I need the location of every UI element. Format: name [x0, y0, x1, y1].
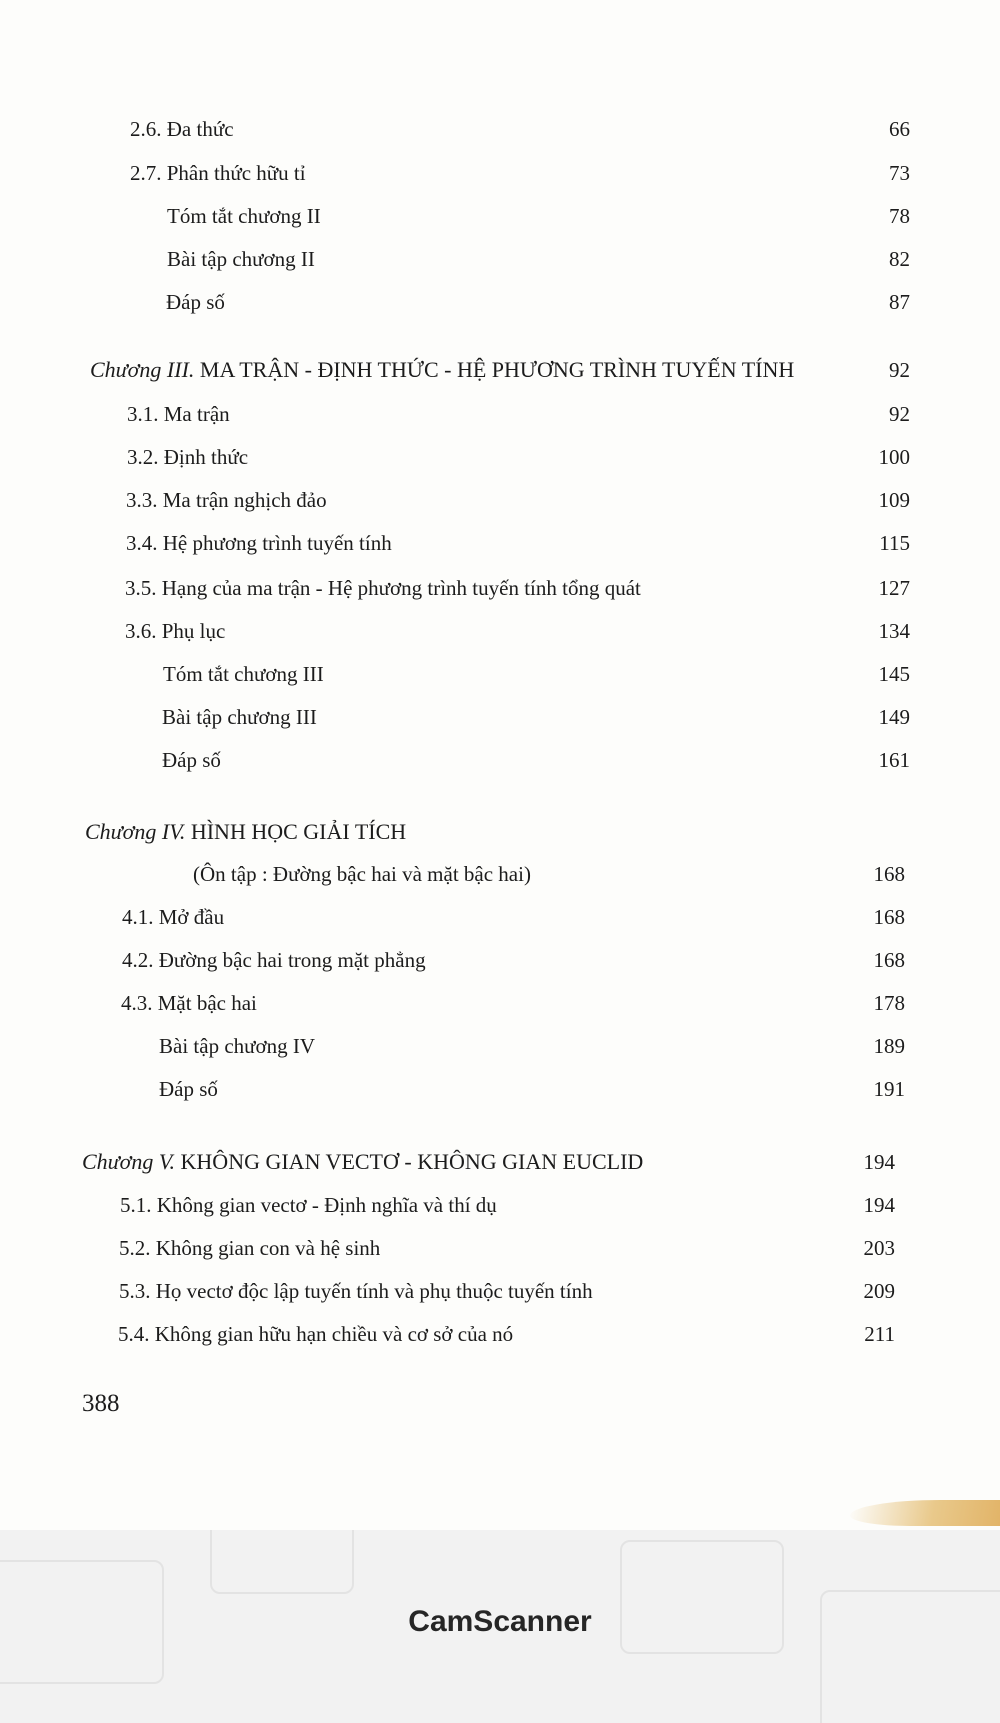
toc-entry-row: [0, 1317, 1000, 1351]
toc-entry-row: [0, 1188, 1000, 1222]
toc-page-number: 78: [889, 204, 910, 228]
camscanner-watermark: CamScanner: [408, 1605, 592, 1638]
toc-entry-row: [0, 285, 1000, 319]
toc-page-number: 161: [878, 748, 910, 772]
toc-entry-label: 5.1. Không gian vectơ - Định nghĩa và thí dụ: [120, 1193, 497, 1217]
toc-entry-row: [0, 986, 1000, 1020]
toc-page-number: 87: [889, 290, 910, 314]
toc-entry-label: 3.2. Định thức: [127, 445, 249, 469]
toc-entry-label: 3.6. Phụ lục: [125, 619, 226, 643]
toc-entry-label: 3.4. Hệ phương trình tuyến tính: [126, 531, 392, 555]
page-edge-stain: [850, 1500, 1000, 1526]
toc-entry-label: Bài tập chương III: [162, 705, 317, 729]
toc-page-number: 92: [889, 358, 910, 382]
toc-entry-label: 4.1. Mở đầu: [122, 905, 225, 929]
toc-entry-label: 2.7. Phân thức hữu tỉ: [130, 161, 306, 185]
toc-entry-label: 5.3. Họ vectơ độc lập tuyến tính và phụ thuộc tuyến tính: [119, 1279, 593, 1303]
toc-page-number: 194: [863, 1193, 895, 1217]
footer-decoration: [210, 1530, 354, 1594]
toc-entry-row: [0, 242, 1000, 276]
toc-entry-row: [0, 943, 1000, 977]
toc-entry-row: [0, 900, 1000, 934]
toc-page-number: 66: [889, 117, 910, 141]
toc-chapter-row: [0, 815, 1000, 849]
toc-page-number: 73: [889, 161, 910, 185]
toc-entry-row: [0, 483, 1000, 517]
toc-entry-row: [0, 112, 1000, 146]
toc-chapter-row: [0, 1145, 1000, 1179]
toc-entry-row: [0, 199, 1000, 233]
toc-entry-label: Bài tập chương IV: [159, 1034, 316, 1058]
toc-entry-label: 5.4. Không gian hữu hạn chiều và cơ sở của nó: [118, 1322, 514, 1346]
toc-page-number: 134: [878, 619, 910, 643]
toc-chapter-row: [0, 353, 1000, 387]
toc-entry-row: [0, 526, 1000, 560]
toc-entry-label: 3.5. Hạng của ma trận - Hệ phương trình tuyến tính tổng quát: [125, 576, 641, 600]
toc-page-number: 145: [878, 662, 910, 686]
toc-page-number: 191: [873, 1077, 905, 1101]
toc-entry-row: [0, 743, 1000, 777]
toc-page-number: 168: [873, 905, 905, 929]
toc-entry-label: [85, 815, 406, 849]
toc-page-number: 82: [889, 247, 910, 271]
chapter-prefix: Chương V.: [82, 1149, 176, 1174]
toc-entry-label: 4.2. Đường bậc hai trong mặt phẳng: [122, 948, 426, 972]
chapter-title: KHÔNG GIAN VECTƠ - KHÔNG GIAN EUCLID: [180, 1149, 644, 1174]
toc-page-number: 168: [873, 862, 905, 886]
toc-entry-row: [0, 700, 1000, 734]
chapter-title: HÌNH HỌC GIẢI TÍCH: [190, 819, 407, 844]
toc-page-number: 127: [878, 576, 910, 600]
toc-entry-label: Bài tập chương II: [167, 247, 315, 271]
toc-entry-label: 2.6. Đa thức: [130, 117, 234, 141]
chapter-prefix: Chương IV.: [85, 819, 186, 844]
toc-entry-row: [0, 156, 1000, 190]
scanner-footer: [0, 1530, 1000, 1723]
toc-entry-label: Đáp số: [166, 290, 225, 314]
toc-page-number: 92: [889, 402, 910, 426]
toc-page-number: 203: [863, 1236, 895, 1260]
chapter-prefix: Chương III.: [90, 357, 195, 382]
toc-page-number: 211: [864, 1322, 895, 1346]
toc-page-number: 178: [873, 991, 905, 1015]
toc-entry-row: [0, 857, 1000, 891]
toc-entry-row: [0, 1029, 1000, 1063]
chapter-title: MA TRẬN - ĐỊNH THỨC - HỆ PHƯƠNG TRÌNH TUYẾN TÍNH: [199, 357, 795, 382]
toc-entry-label: 3.3. Ma trận nghịch đảo: [126, 488, 327, 512]
toc-entry-row: [0, 614, 1000, 648]
toc-page-number: 194: [863, 1150, 895, 1174]
toc-entry-label: [90, 353, 794, 387]
toc-page-number: 100: [878, 445, 910, 469]
toc-entry-row: [0, 1072, 1000, 1106]
toc-entry-row: [0, 1274, 1000, 1308]
toc-page-number: 109: [878, 488, 910, 512]
toc-entry-label: Đáp số: [159, 1077, 218, 1101]
toc-entry-row: [0, 657, 1000, 691]
page-number: 388: [82, 1390, 120, 1417]
toc-page-number: 115: [879, 531, 910, 555]
toc-entry-label: 5.2. Không gian con và hệ sinh: [119, 1236, 381, 1260]
toc-entry-row: [0, 397, 1000, 431]
toc-entry-label: (Ôn tập : Đường bậc hai và mặt bậc hai): [193, 862, 531, 886]
toc-entry-label: [82, 1145, 643, 1179]
toc-page-number: 209: [863, 1279, 895, 1303]
toc-entry-label: Đáp số: [162, 748, 221, 772]
toc-entry-row: [0, 1231, 1000, 1265]
toc-entry-row: [0, 571, 1000, 605]
toc-page-number: 189: [873, 1034, 905, 1058]
toc-entry-label: Tóm tắt chương III: [163, 662, 324, 686]
toc-entry-row: [0, 440, 1000, 474]
toc-entry-label: Tóm tắt chương II: [167, 204, 321, 228]
toc-page-number: 149: [878, 705, 910, 729]
toc-page-number: 168: [873, 948, 905, 972]
toc-entry-label: 3.1. Ma trận: [127, 402, 230, 426]
toc-entry-label: 4.3. Mặt bậc hai: [121, 991, 257, 1015]
